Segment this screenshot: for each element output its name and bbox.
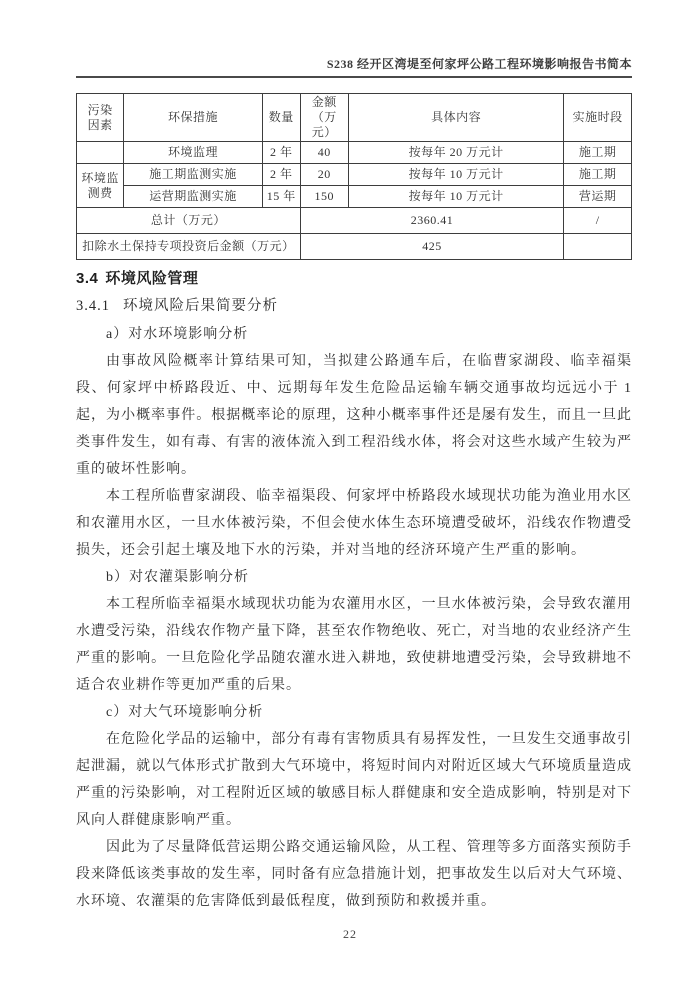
col-header-factor-line2: 因素 <box>87 117 113 132</box>
detail-cell: 按每年 20 万元计 <box>348 142 563 164</box>
amount-cell: 20 <box>300 164 348 186</box>
col-header-detail: 具体内容 <box>348 94 563 142</box>
section-number: 3.4 <box>76 270 99 287</box>
table-row-operation-monitoring <box>77 186 632 208</box>
list-item-a: a）对水环境影响分析 <box>106 327 249 342</box>
page-number: 22 <box>343 927 357 941</box>
table-row-total <box>77 208 632 234</box>
col-header-pollution-factor <box>77 94 124 142</box>
measure-cell: 施工期监测实施 <box>124 164 263 186</box>
header-rule <box>76 76 632 78</box>
measure-cell: 运营期监测实施 <box>124 186 263 208</box>
empty-factor-cell <box>77 142 124 164</box>
total-value: 2360.41 <box>300 208 564 234</box>
paragraph-irrigation-risk: 本工程所临幸福渠水域现状功能为农灌用水区，一旦水体被污染，会导致农灌用水遭受污染，沿线农作物产量下降，甚至农作物绝收、死亡，对当地的农业经济产生严重的影响。一旦危险化学品随农灌水进入耕地，致使耕地遭受污染，会导致耕地不适合农业耕作等更加严重的后果。 <box>76 597 632 693</box>
group-label-line2: 测费 <box>87 185 113 200</box>
total-label: 总计（万元） <box>77 208 301 234</box>
col-header-period: 实施时段 <box>564 94 632 142</box>
measure-cell: 环境监理 <box>124 142 263 164</box>
quantity-cell: 2 年 <box>262 164 300 186</box>
col-header-quantity: 数量 <box>262 94 300 142</box>
quantity-cell: 2 年 <box>262 142 300 164</box>
col-header-amount <box>300 94 348 142</box>
section-heading-3-4-1 <box>76 297 632 316</box>
period-cell: 施工期 <box>564 164 632 186</box>
subsection-number: 3.4.1 <box>76 298 110 314</box>
list-item-c: c）对大气环境影响分析 <box>106 705 264 720</box>
list-item-b: b）对农灌渠影响分析 <box>106 570 249 585</box>
table-header-row <box>77 94 632 142</box>
section-heading-3-4 <box>76 269 632 289</box>
group-label-line1: 环境监 <box>81 170 119 185</box>
body-text <box>76 321 632 915</box>
table-row-supervision <box>77 142 632 164</box>
table-row-construction-monitoring <box>77 164 632 186</box>
amount-cell: 150 <box>300 186 348 208</box>
total-period: / <box>564 208 632 234</box>
group-label-monitoring-fee <box>77 164 124 208</box>
deduction-period <box>564 234 632 260</box>
cost-summary-table <box>76 93 632 260</box>
paragraph-prevention: 因此为了尽量降低营运期公路交通运输风险，从工程、管理等多方面落实预防手段来降低该类事故的发生率，同时备有应急措施计划，把事故发生以后对大气环境、水环境、农灌渠的危害降低到最低程度，做到预防和救援并重。 <box>76 840 632 909</box>
col-header-amount-line2: （万元） <box>311 110 337 139</box>
col-header-measure: 环保措施 <box>124 94 263 142</box>
period-cell: 营运期 <box>564 186 632 208</box>
col-header-factor-line1: 污染 <box>87 102 113 117</box>
deduction-label: 扣除水土保持专项投资后金额（万元） <box>77 234 301 260</box>
amount-cell: 40 <box>300 142 348 164</box>
paragraph-air-risk: 在危险化学品的运输中，部分有毒有害物质具有易挥发性，一旦发生交通事故引起泄漏，就以气体形式扩散到大气环境中，将短时间内对附近区域大气环境质量造成严重的污染影响，对工程附近区域的敏感目标人群健康和安全造成影响，特别是对下风向人群健康影响严重。 <box>76 732 632 828</box>
section-title: 环境风险管理 <box>105 270 199 287</box>
deduction-value: 425 <box>300 234 564 260</box>
report-title: S238 经开区湾堤至何家坪公路工程环境影响报告书简本 <box>326 57 632 71</box>
detail-cell: 按每年 10 万元计 <box>348 186 563 208</box>
period-cell: 施工期 <box>564 142 632 164</box>
paragraph-water-function: 本工程所临曹家湖段、临幸福渠段、何家坪中桥路段水域现状功能为渔业用水区和农灌用水区，一旦水体被污染，不但会使水体生态环境遭受破坏，沿线农作物遭受损失，还会引起土壤及地下水的污染，并对当地的经济环境产生严重的影响。 <box>76 489 632 558</box>
quantity-cell: 15 年 <box>262 186 300 208</box>
col-header-amount-line1: 金额 <box>311 95 337 109</box>
subsection-title: 环境风险后果简要分析 <box>123 298 278 314</box>
detail-cell: 按每年 10 万元计 <box>348 164 563 186</box>
paragraph-water-risk: 由事故风险概率计算结果可知，当拟建公路通车后，在临曹家湖段、临幸福渠段、何家坪中桥路段近、中、远期每年发生危险品运输车辆交通事故均远远小于 1 起，为小概率事件。根据概率论的原理，这种小概率事件还是屡有发生，而且一旦此类事件发生，如有毒、有害的液体流入到工程沿线水体，将会对这些水域产生较为严重的破坏性影响。 <box>76 354 632 477</box>
page-header <box>76 56 632 72</box>
table-row-deduction <box>77 234 632 260</box>
